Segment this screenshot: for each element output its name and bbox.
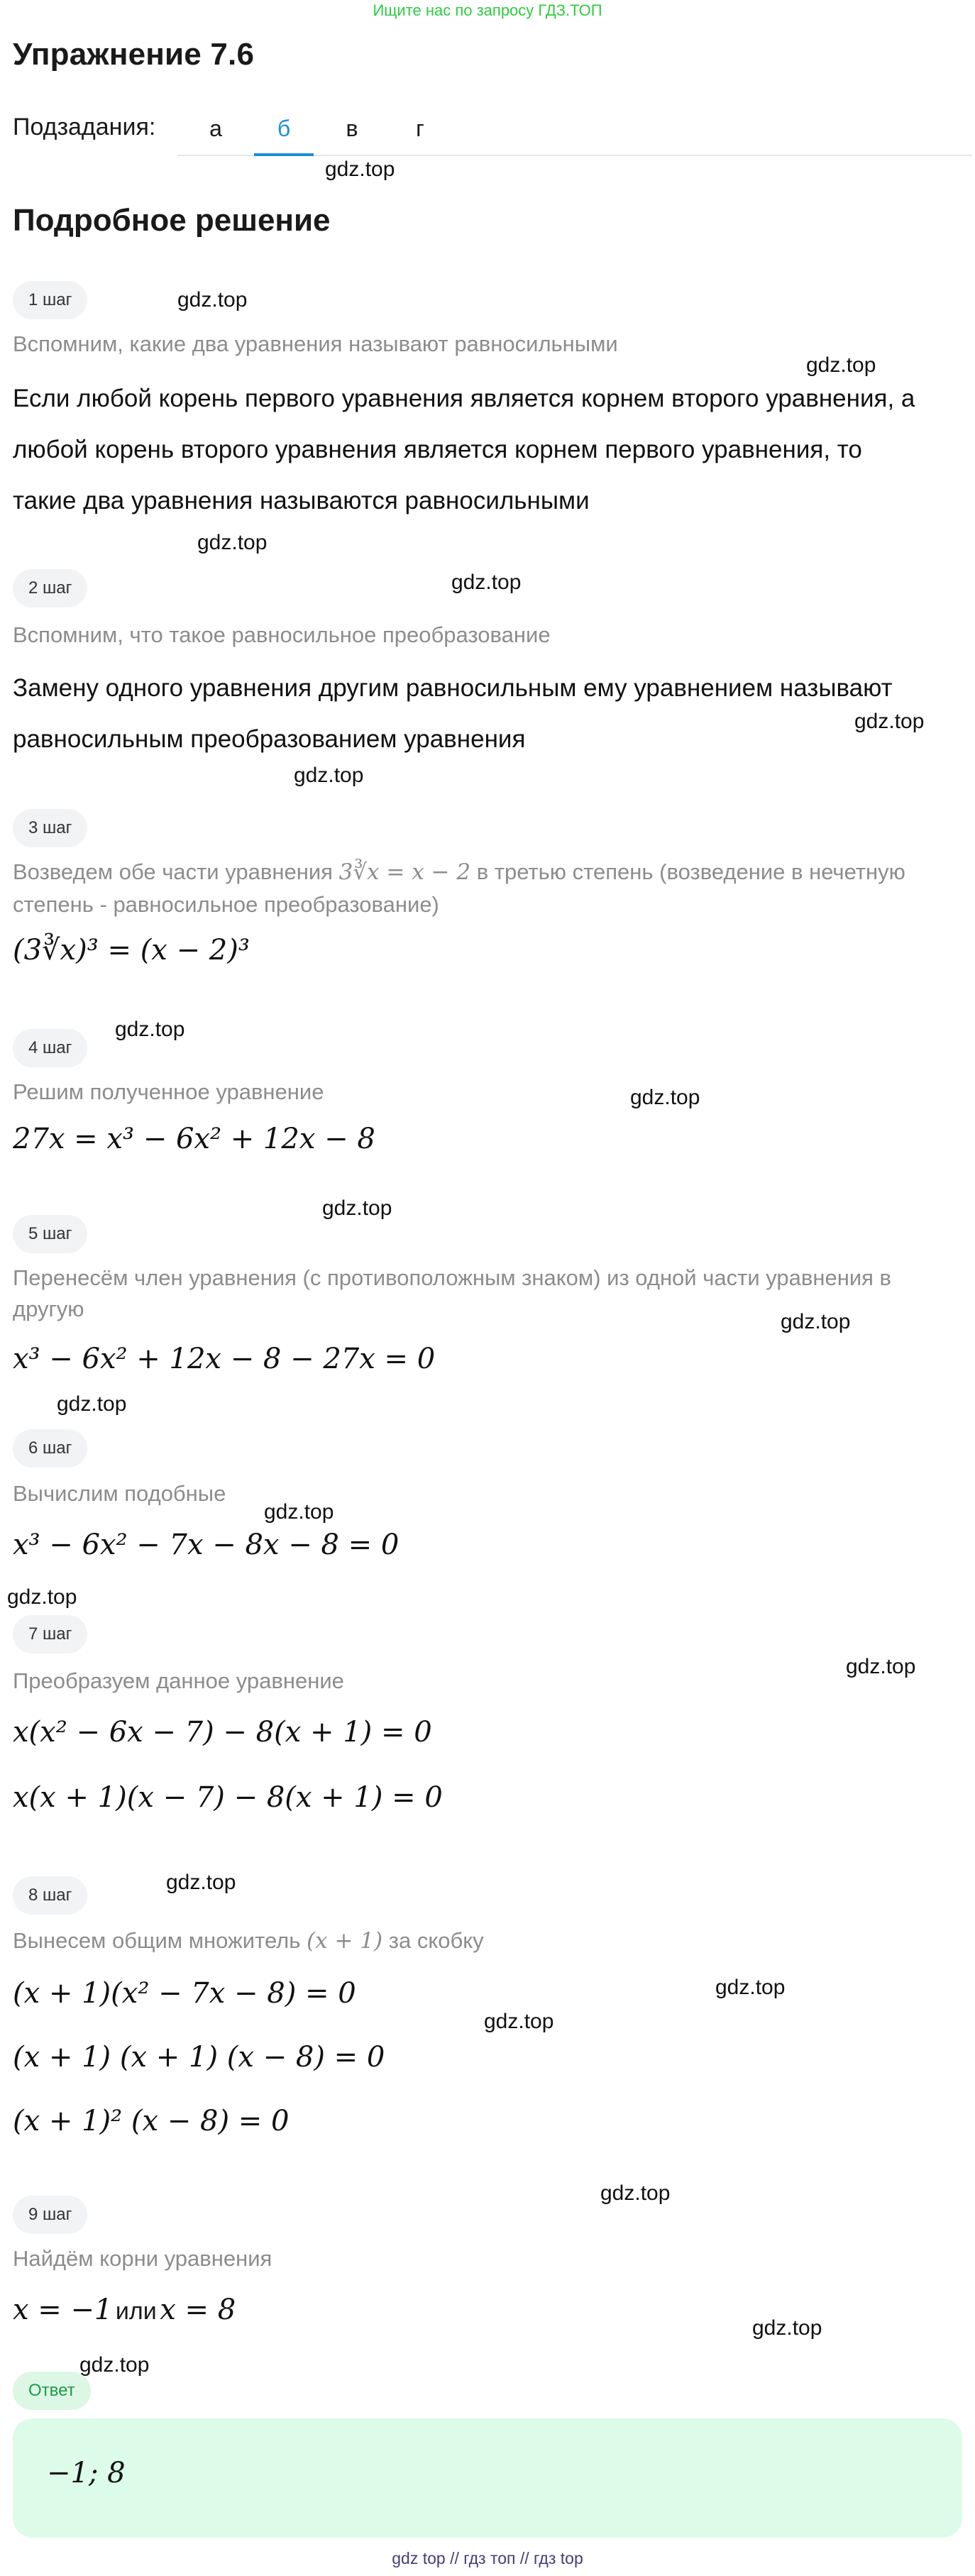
step-badge-1: 1 шаг xyxy=(13,281,87,319)
step-hint-8-pre: Вынесем общим множитель xyxy=(13,1928,301,1953)
step-hint-7: Преобразуем данное уравнение xyxy=(13,1668,344,1693)
step-math-7-line2: x(x + 1)(x − 7) − 8(x + 1) = 0 xyxy=(13,1781,443,1814)
step-hint-4: Решим полученное уравнение xyxy=(13,1079,324,1104)
step-math-8-line2: (x + 1) (x + 1) (x − 8) = 0 xyxy=(13,2041,385,2074)
subtasks-label: Подзадания: xyxy=(13,114,156,141)
step-hint-8-post: за скобку xyxy=(388,1928,484,1953)
watermark: gdz.top xyxy=(264,1500,334,1524)
tab-g[interactable]: г xyxy=(416,116,424,141)
step-math-4: 27x = x³ − 6x² + 12x − 8 xyxy=(13,1123,375,1155)
watermark: gdz.top xyxy=(79,2353,150,2377)
step-badge-5: 5 шаг xyxy=(13,1215,87,1253)
step-hint-5-line2: другую xyxy=(13,1297,84,1321)
step-hint-2: Вспомним, что такое равносильное преобразование xyxy=(13,622,551,647)
watermark: gdz.top xyxy=(715,1976,786,1999)
step-badge-3: 3 шаг xyxy=(13,809,87,847)
step-text-2-line1: Замену одного уравнения другим равносильным ему уравнением называют xyxy=(13,674,893,702)
step-badge-9: 9 шаг xyxy=(13,2196,87,2234)
step-badge-4: 4 шаг xyxy=(13,1029,87,1067)
step-badge-7: 7 шаг xyxy=(13,1615,87,1653)
watermark: gdz.top xyxy=(115,1018,185,1041)
step-hint-9: Найдём корни уравнения xyxy=(13,2246,272,2271)
section-title: Подробное решение xyxy=(13,203,331,238)
step-math-7-line1: x(x² − 6x − 7) − 8(x + 1) = 0 xyxy=(13,1716,432,1749)
answer-badge: Ответ xyxy=(13,2372,91,2410)
step-hint-1: Вспомним, какие два уравнения называют равносильными xyxy=(13,331,618,356)
watermark: gdz.top xyxy=(325,158,395,181)
or-word: или xyxy=(115,2298,157,2325)
watermark: gdz.top xyxy=(854,710,925,733)
step-math-6: x³ − 6x² − 7x − 8x − 8 = 0 xyxy=(13,1529,400,1561)
tab-v[interactable]: в xyxy=(346,116,358,141)
tab-b[interactable]: б xyxy=(254,105,314,156)
watermark: gdz.top xyxy=(7,1585,77,1609)
watermark: gdz.top xyxy=(177,288,248,312)
watermark: gdz.top xyxy=(294,764,364,787)
step-hint-3-pre: Возведем обе части уравнения xyxy=(13,859,333,884)
watermark: gdz.top xyxy=(846,1655,916,1678)
step-hint-8 xyxy=(13,1925,964,1957)
watermark: gdz.top xyxy=(630,1086,700,1109)
step-hint-3-line2: степень - равносильное преобразование) xyxy=(13,892,439,917)
page-title: Упражнение 7.6 xyxy=(13,37,255,72)
step-badge-8: 8 шаг xyxy=(13,1876,87,1915)
watermark: gdz.top xyxy=(484,2010,554,2033)
root-1: x = −1 xyxy=(13,2294,113,2326)
step-hint-3 xyxy=(13,856,964,888)
step-hint-3-math: 3∛x = x − 2 xyxy=(338,859,471,885)
watermark: gdz.top xyxy=(166,1871,236,1894)
root-2: x = 8 xyxy=(160,2294,236,2326)
step-badge-2: 2 шаг xyxy=(13,569,87,607)
step-hint-8-math: (x + 1) xyxy=(307,1928,383,1954)
tab-a[interactable]: а xyxy=(209,116,222,141)
answer-value: −1; 8 xyxy=(47,2457,126,2489)
step-text-2-line2: равносильным преобразованием уравнения xyxy=(13,725,526,753)
step-text-1-line3: такие два уравнения называются равносильными xyxy=(13,487,590,514)
watermark: gdz.top xyxy=(322,1196,392,1220)
watermark: gdz.top xyxy=(57,1392,127,1416)
watermark: gdz.top xyxy=(781,1310,851,1333)
watermark: gdz.top xyxy=(752,2316,822,2340)
watermark: gdz.top xyxy=(197,531,268,554)
top-banner[interactable]: Ищите нас по запросу ГДЗ.ТОП xyxy=(373,1,602,19)
step-math-5: x³ − 6x² + 12x − 8 − 27x = 0 xyxy=(13,1343,436,1375)
footer-links[interactable]: gdz top // гдз топ // гдз top xyxy=(392,2549,583,2567)
answer-box xyxy=(13,2418,962,2538)
step-hint-3-post: в третью степень (возведение в нечетную xyxy=(476,859,905,884)
step-hint-6: Вычислим подобные xyxy=(13,1481,226,1506)
watermark: gdz.top xyxy=(600,2181,671,2205)
subtask-tabs xyxy=(177,105,972,156)
step-math-8-line3: (x + 1)² (x − 8) = 0 xyxy=(13,2105,290,2137)
step-hint-5: Перенесём член уравнения (с противоположным знаком) из одной части уравнения в xyxy=(13,1265,892,1290)
step-text-1-line1: Если любой корень первого уравнения является корнем второго уравнения, а xyxy=(13,385,915,412)
watermark: gdz.top xyxy=(451,571,522,594)
step-badge-6: 6 шаг xyxy=(13,1429,87,1468)
step-text-1-line2: любой корень второго уравнения является корнем первого уравнения, то xyxy=(13,436,862,463)
watermark: gdz.top xyxy=(806,353,876,377)
step-math-8-line1: (x + 1)(x² − 7x − 8) = 0 xyxy=(13,1977,356,2010)
step-math-3: (3∛x)³ = (x − 2)³ xyxy=(13,934,250,967)
step-result-9 xyxy=(13,2294,236,2326)
